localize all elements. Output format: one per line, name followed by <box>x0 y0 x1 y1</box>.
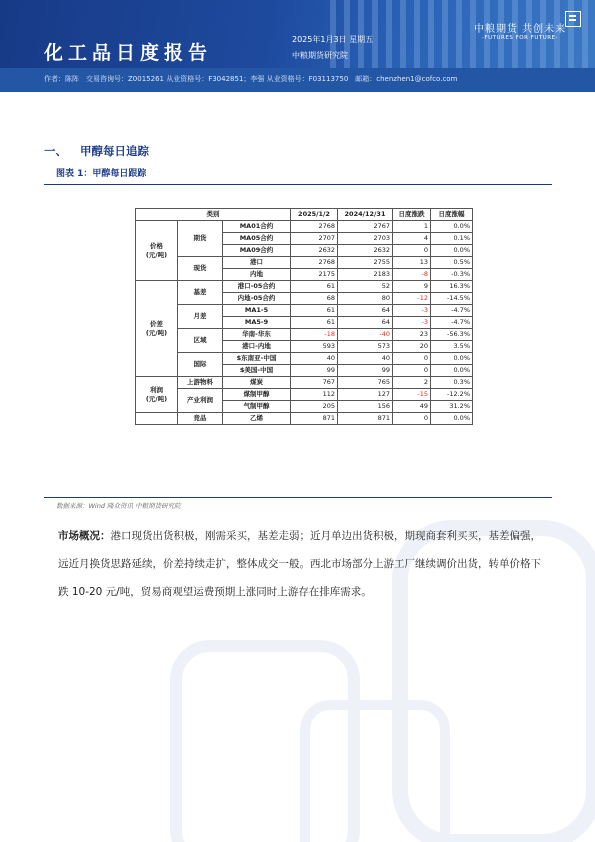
value-change: 0 <box>393 245 431 257</box>
report-date: 2025年1月3日 星期五 <box>292 35 374 44</box>
value-change: 13 <box>393 257 431 269</box>
report-institute: 中粮期货研究院 <box>292 51 348 60</box>
value-previous: 40 <box>338 353 393 365</box>
value-change-pct: 0.0% <box>431 365 473 377</box>
row-subcategory: 区域 <box>178 329 223 353</box>
value-current: 205 <box>291 401 338 413</box>
cofco-logo-icon <box>565 11 581 27</box>
header-category: 类别 <box>136 209 291 221</box>
row-item-name: 内地-05合约 <box>223 293 291 305</box>
report-header <box>0 0 595 92</box>
value-previous: 64 <box>338 317 393 329</box>
value-change-pct: 0.3% <box>431 377 473 389</box>
table-row <box>136 221 473 233</box>
figure-title: 图表 1：甲醇每日跟踪 <box>56 169 147 179</box>
table-row <box>136 353 473 365</box>
market-overview-label: 市场概况： <box>58 530 111 542</box>
row-category: 价格 (元/吨) <box>136 221 178 281</box>
value-change-pct: -12.2% <box>431 389 473 401</box>
value-change: -3 <box>393 317 431 329</box>
value-previous: 99 <box>338 365 393 377</box>
value-current: -18 <box>291 329 338 341</box>
header-date-1: 2025/1/2 <box>291 209 338 221</box>
row-item-name: MA01合约 <box>223 221 291 233</box>
value-change-pct: 0.0% <box>431 413 473 425</box>
value-current: 871 <box>291 413 338 425</box>
row-item-name: 煤制甲醇 <box>223 389 291 401</box>
value-change-pct: 0.5% <box>431 257 473 269</box>
table-row <box>136 257 473 269</box>
report-title: 化工品日度报告 <box>44 42 213 64</box>
header-change: 日度涨跌 <box>393 209 431 221</box>
value-change: 9 <box>393 281 431 293</box>
value-previous: 127 <box>338 389 393 401</box>
table-header-row <box>136 209 473 221</box>
market-overview <box>58 522 548 606</box>
row-item-name: MA5-9 <box>223 317 291 329</box>
value-change-pct: 31.2% <box>431 401 473 413</box>
value-change: 4 <box>393 233 431 245</box>
value-current: 2768 <box>291 257 338 269</box>
value-previous: 871 <box>338 413 393 425</box>
row-category <box>136 413 178 425</box>
value-previous: 573 <box>338 341 393 353</box>
author-info: 作者：陈阵 交易咨询号：Z0015261 从业资格号：F3042851；李强 从业资格号：F03113750 邮箱：chenzhen1@cofco.com <box>44 75 458 83</box>
table-row <box>136 389 473 401</box>
value-change-pct: 0.0% <box>431 353 473 365</box>
value-change-pct: 0.0% <box>431 245 473 257</box>
value-current: 68 <box>291 293 338 305</box>
value-change-pct: -0.3% <box>431 269 473 281</box>
row-item-name: 乙烯 <box>223 413 291 425</box>
value-previous: -40 <box>338 329 393 341</box>
value-change: -12 <box>393 293 431 305</box>
value-change-pct: -4.7% <box>431 317 473 329</box>
section-number: 一、 <box>44 144 67 158</box>
value-current: 40 <box>291 353 338 365</box>
watermark-shape <box>300 700 450 842</box>
row-item-name: 内地 <box>223 269 291 281</box>
value-change-pct: 0.1% <box>431 233 473 245</box>
value-change: 1 <box>393 221 431 233</box>
row-item-name: 气制甲醇 <box>223 401 291 413</box>
value-change-pct: -14.5% <box>431 293 473 305</box>
value-change-pct: 16.3% <box>431 281 473 293</box>
value-current: 61 <box>291 305 338 317</box>
table-row <box>136 377 473 389</box>
row-subcategory: 月差 <box>178 305 223 329</box>
table-row <box>136 281 473 293</box>
value-change-pct: -4.7% <box>431 305 473 317</box>
value-current: 2175 <box>291 269 338 281</box>
value-previous: 156 <box>338 401 393 413</box>
value-previous: 765 <box>338 377 393 389</box>
row-item-name: MA05合约 <box>223 233 291 245</box>
value-current: 2632 <box>291 245 338 257</box>
value-change: 0 <box>393 365 431 377</box>
header-date-2: 2024/12/31 <box>338 209 393 221</box>
value-current: 593 <box>291 341 338 353</box>
row-item-name: $东南亚-中国 <box>223 353 291 365</box>
value-change-pct: 0.0% <box>431 221 473 233</box>
row-item-name: MA09合约 <box>223 245 291 257</box>
value-previous: 52 <box>338 281 393 293</box>
row-subcategory: 上游物料 <box>178 377 223 389</box>
value-current: 99 <box>291 365 338 377</box>
table-row <box>136 305 473 317</box>
value-change-pct: 3.5% <box>431 341 473 353</box>
row-item-name: 港口 <box>223 257 291 269</box>
value-change: 0 <box>393 353 431 365</box>
value-change-pct: -56.3% <box>431 329 473 341</box>
value-previous: 2755 <box>338 257 393 269</box>
row-subcategory: 期货 <box>178 221 223 257</box>
value-change: 49 <box>393 401 431 413</box>
header-change-pct: 日度涨幅 <box>431 209 473 221</box>
value-current: 2707 <box>291 233 338 245</box>
value-current: 767 <box>291 377 338 389</box>
figure-divider <box>44 184 552 185</box>
row-subcategory: 现货 <box>178 257 223 281</box>
value-current: 61 <box>291 281 338 293</box>
value-change: -3 <box>393 305 431 317</box>
row-item-name: 港口-内地 <box>223 341 291 353</box>
value-previous: 64 <box>338 305 393 317</box>
row-subcategory: 国际 <box>178 353 223 377</box>
value-change: 0 <box>393 413 431 425</box>
value-change: 2 <box>393 377 431 389</box>
value-change: -15 <box>393 389 431 401</box>
row-subcategory: 竞品 <box>178 413 223 425</box>
row-item-name: 华南-华东 <box>223 329 291 341</box>
value-previous: 2767 <box>338 221 393 233</box>
row-item-name: 煤炭 <box>223 377 291 389</box>
row-subcategory: 基差 <box>178 281 223 305</box>
value-change: -8 <box>393 269 431 281</box>
methanol-tracking-table <box>135 208 473 425</box>
value-previous: 2632 <box>338 245 393 257</box>
value-current: 2768 <box>291 221 338 233</box>
section-title-text: 甲醇每日追踪 <box>80 144 149 158</box>
row-category: 价差 (元/吨) <box>136 281 178 377</box>
value-previous: 2703 <box>338 233 393 245</box>
row-category: 利润 (元/吨) <box>136 377 178 413</box>
market-overview-text: 港口现货出货积极，刚需采买，基差走弱；近月单边出货积极，期现商套利买买，基差偏强，远近月换货思路延续，价差持续走扩，整体成交一般。西北市场部分上游工厂继续调价出货，转单价格下跌 10-20 元/吨，贸易商观望运费预期上涨同时上游存在排库需求。 <box>58 530 541 598</box>
row-item-name: MA1-5 <box>223 305 291 317</box>
source-divider <box>44 497 552 498</box>
value-change: 23 <box>393 329 431 341</box>
value-previous: 80 <box>338 293 393 305</box>
row-item-name: $美国-中国 <box>223 365 291 377</box>
value-previous: 2183 <box>338 269 393 281</box>
data-source: 数据来源：Wind 隆众资讯 中粮期货研究院 <box>56 502 181 510</box>
row-subcategory: 产业利润 <box>178 389 223 413</box>
section-title <box>44 143 149 159</box>
table-row <box>136 413 473 425</box>
brand-slogan: 中粮期货 共创未来 <box>474 24 567 35</box>
table-row <box>136 329 473 341</box>
value-current: 61 <box>291 317 338 329</box>
brand-slogan-en: -FUTURES FOR FUTURE- <box>482 35 559 41</box>
value-current: 112 <box>291 389 338 401</box>
value-change: 20 <box>393 341 431 353</box>
row-item-name: 港口-05合约 <box>223 281 291 293</box>
